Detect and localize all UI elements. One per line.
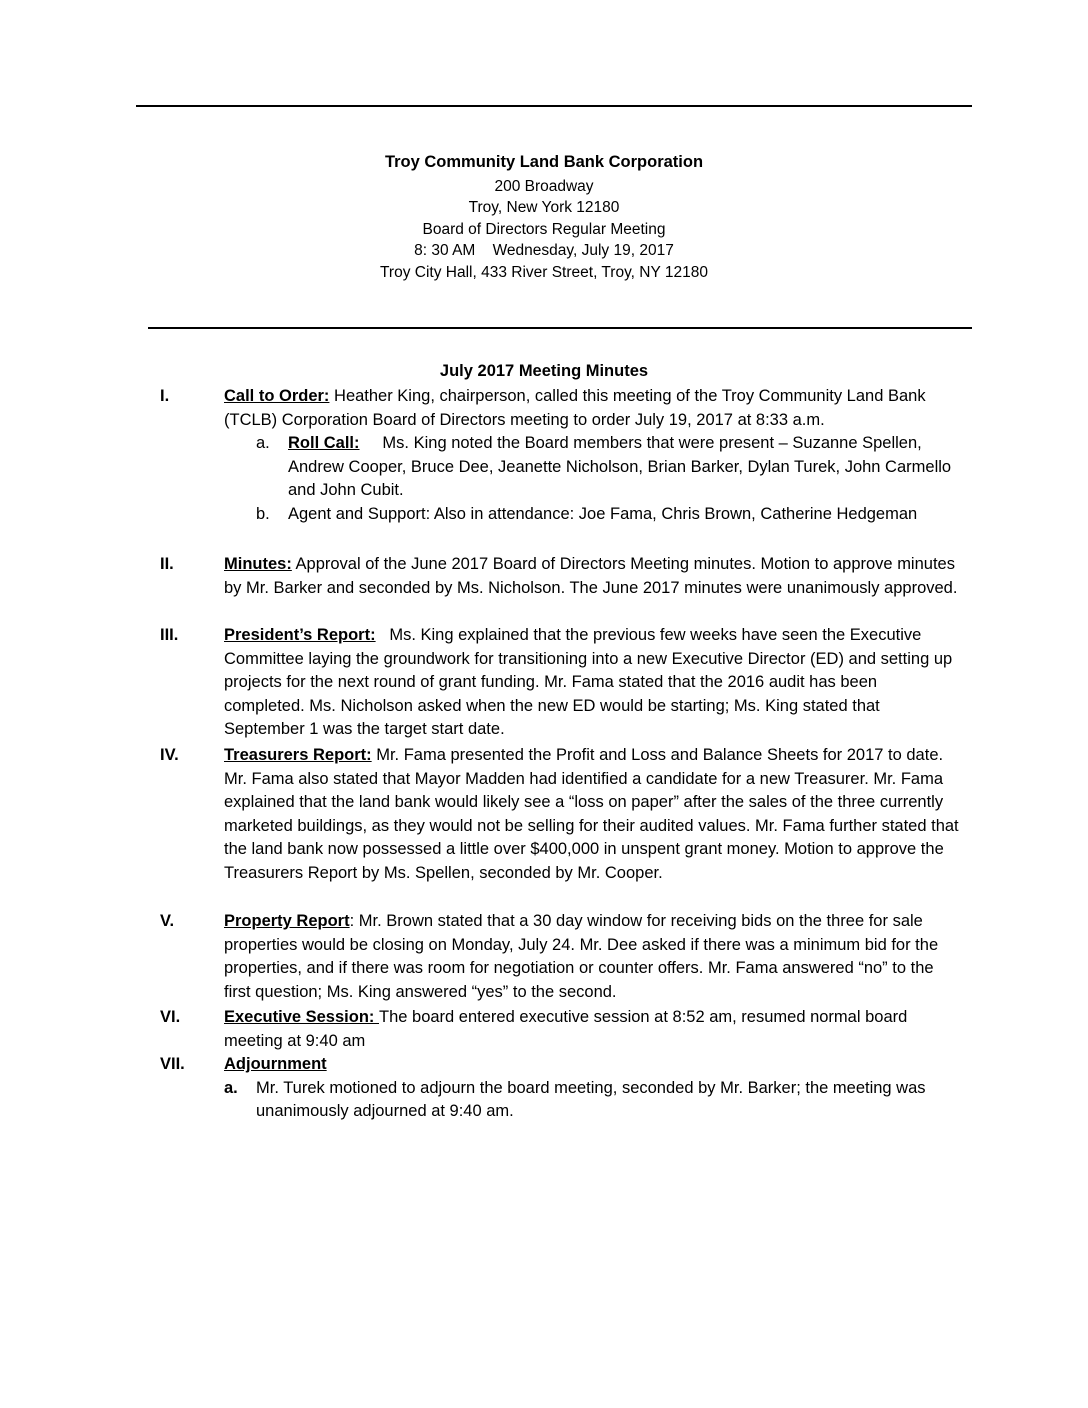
address-line-1: 200 Broadway (494, 177, 594, 195)
section-number: III. (160, 626, 179, 644)
section-presidents-report (160, 624, 960, 742)
section-heading: Call to Order: (224, 387, 330, 405)
section-adjournment (160, 1053, 960, 1124)
section-heading: Property Report (224, 912, 350, 930)
meeting-time: 8: 30 AM Wednesday, July 19, 2017 (414, 242, 674, 259)
adjournment-item (224, 1077, 960, 1124)
address-line-2: Troy, New York 12180 (468, 199, 620, 216)
section-text: : Mr. Brown stated that a 30 day window for receiving bids on the three for sale properties would be closing on Monday, July 24. Mr. Dee asked if there was a minimum bid for the properties, and if there was room for negotiation or counter offers. Mr. Fama answered “no” to the first question; Ms. King answered “yes” to the second. (224, 912, 939, 1001)
section-executive-session (160, 1006, 960, 1053)
section-number: I. (160, 387, 170, 405)
meeting-location: Troy City Hall, 433 River Street, Troy, NY 12180 (380, 263, 708, 281)
top-rule (136, 105, 972, 107)
document-header (136, 152, 952, 283)
section-text: Approval of the June 2017 Board of Directors Meeting minutes. Motion to approve minutes by Mr. Barker and seconded by Ms. Nicholson. The June 2017 minutes were unanimously approved. (224, 555, 958, 597)
section-number: V. (160, 912, 175, 930)
organization-name: Troy Community Land Bank Corporation (384, 153, 704, 171)
meeting-type: Board of Directors Regular Meeting (422, 220, 666, 238)
item-text: Agent and Support: Also in attendance: Joe Fama, Chris Brown, Catherine Hedgeman (288, 504, 918, 523)
section-heading: Treasurers Report: (224, 746, 372, 764)
roll-call-item (256, 432, 960, 503)
item-text: Mr. Turek motioned to adjourn the board meeting, seconded by Mr. Barker; the meeting was unanimously adjourned at 9:40 am. (256, 1078, 926, 1120)
header-bottom-rule (148, 327, 972, 329)
section-text: Mr. Fama presented the Profit and Loss and Balance Sheets for 2017 to date. Mr. Fama also stated that Mayor Madden had identified a candidate for a new Treasurer. Mr. Fama explained that the land bank would likely see a “loss on paper” after the sales of the three currently marketed buildings, as they would not be selling for their audited values. Mr. Fama further stated that the land bank now possessed a little over $400,000 in unspent grant money. Motion to approve the Treasurers Report by Ms. Spellen, seconded by Mr. Cooper. (224, 746, 959, 882)
minutes-title: July 2017 Meeting Minutes (439, 362, 649, 380)
section-minutes (160, 553, 960, 600)
item-text: Ms. King noted the Board members that were present – Suzanne Spellen, Andrew Cooper, Bruce Dee, Jeanette Nicholson, Brian Barker, Dylan Turek, John Carmello and John Cubit. (288, 434, 956, 499)
section-number: IV. (160, 746, 179, 764)
section-property-report (160, 910, 960, 1004)
section-number: VII. (160, 1055, 185, 1073)
section-number: VI. (160, 1008, 181, 1026)
section-number: II. (160, 555, 174, 573)
item-heading: Roll Call: (288, 434, 360, 452)
section-text: Heather King, chairperson, called this meeting of the Troy Community Land Bank (TCLB) Corporation Board of Directors meeting to order July 19, 2017 at 8:33 a.m. (224, 387, 926, 429)
section-call-to-order (160, 385, 960, 526)
section-text: The board entered executive session at 8:52 am, resumed normal board meeting at 9:40 am (224, 1008, 908, 1050)
agent-support-item (256, 503, 960, 527)
item-letter: b. (256, 504, 270, 523)
section-text: Ms. King explained that the previous few weeks have seen the Executive Committee laying the groundwork for transitioning into a new Executive Director (ED) and setting up projects for the next round of grant funding. Mr. Fama stated that the 2016 audit has been completed. Ms. Nicholson asked when the new ED would be starting; Ms. King stated that September 1 was the target start date. (224, 626, 957, 738)
section-heading: President’s Report: (224, 626, 376, 644)
section-treasurers-report (160, 744, 960, 885)
section-heading: Executive Session: (224, 1008, 379, 1026)
section-heading: Adjournment (224, 1055, 327, 1073)
item-letter: a. (224, 1078, 238, 1097)
section-heading: Minutes: (224, 555, 292, 573)
item-letter: a. (256, 434, 270, 452)
